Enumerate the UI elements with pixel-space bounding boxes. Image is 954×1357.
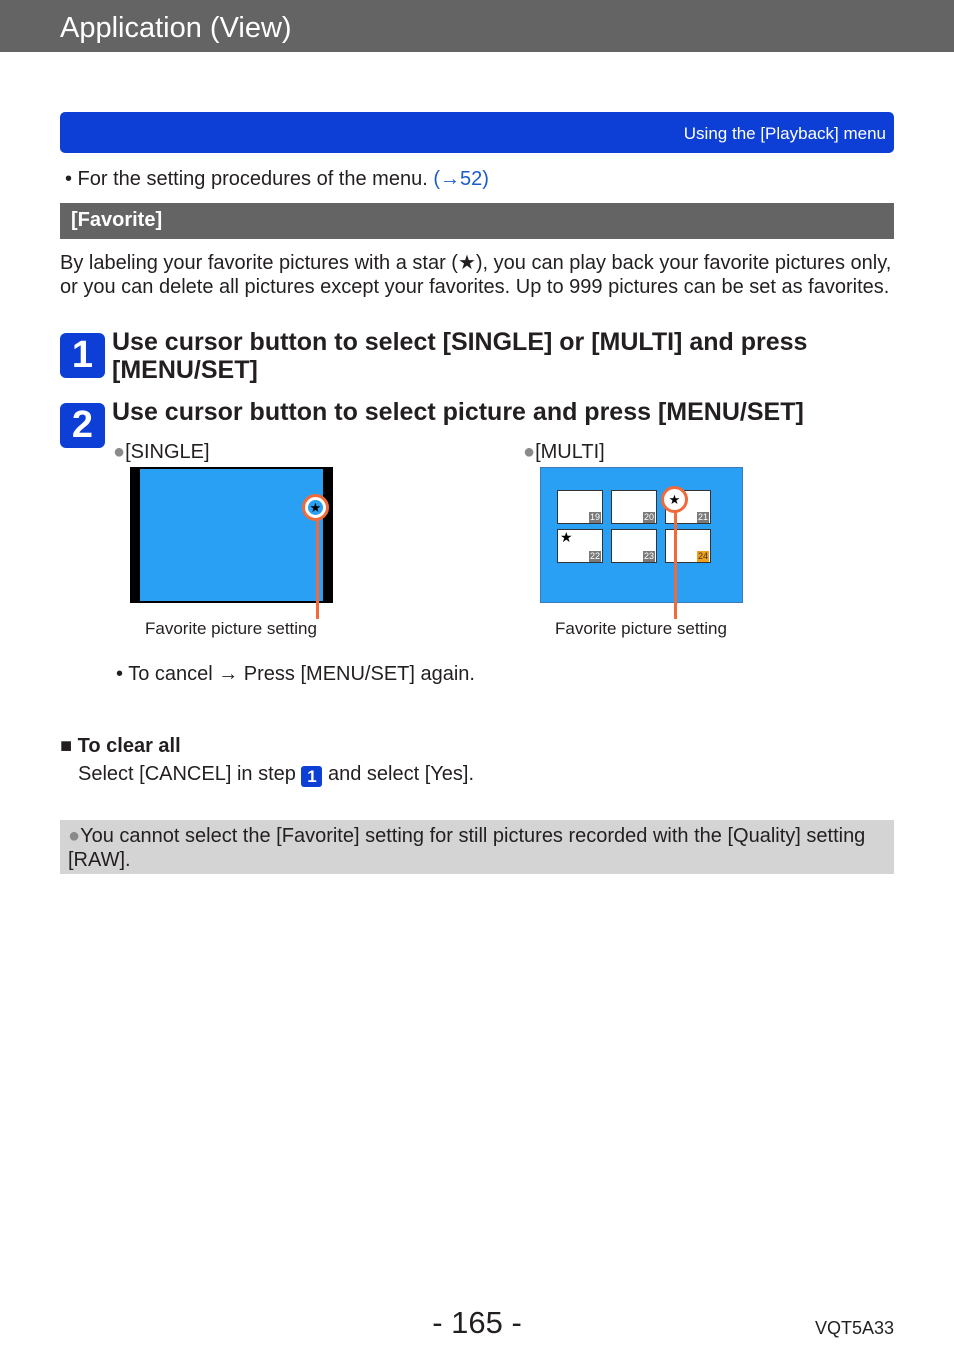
document-code: VQT5A33 (814, 1318, 894, 1338)
thumbnail (611, 490, 657, 524)
intro-text-end: ), you can play back your favorite pictures only, or you can delete all pictures except your favorites. Up to 999 pictures can be set as favorites. (60, 252, 892, 298)
note-text-block (68, 824, 868, 872)
single-option-label: [SINGLE] (125, 441, 210, 463)
thumbnail-number: 23 (643, 551, 654, 561)
single-callout-line (316, 519, 319, 619)
cancel-note: • To cancel → Press [MENU/SET] again. (116, 663, 475, 685)
section-title: [Favorite] (71, 209, 163, 231)
clear-all-heading: ■ To clear all (60, 735, 181, 757)
step-2-text: Use cursor button to select picture and press [MENU/SET] (112, 398, 804, 426)
menu-banner (60, 112, 894, 153)
note-box (60, 820, 894, 874)
thumbnail (557, 529, 603, 563)
bullet-icon: ● (113, 441, 126, 463)
step-2-badge: 2 (60, 403, 105, 448)
single-caption: Favorite picture setting (145, 619, 317, 638)
multi-caption: Favorite picture setting (555, 619, 727, 638)
page-number: - 165 - (432, 1305, 522, 1340)
star-icon: ★ (560, 529, 573, 545)
clear-all-text-start: Select [CANCEL] in step (78, 763, 302, 785)
single-playback-screen (130, 467, 333, 603)
single-option (113, 441, 210, 464)
page-reference-link[interactable]: (→52) (433, 168, 489, 190)
clear-all-text-end: and select [Yes]. (322, 763, 475, 785)
star-icon: ★ (309, 500, 322, 515)
thumbnail (557, 490, 603, 524)
multi-playback-screen (540, 467, 743, 603)
thumbnail-number: 21 (697, 512, 708, 522)
intro-paragraph (60, 252, 896, 299)
star-icon: ★ (668, 492, 681, 507)
single-picture (140, 469, 323, 601)
intro-text-start: By labeling your favorite pictures with a star ( (60, 252, 458, 274)
clear-all-instructions (78, 763, 474, 787)
menu-banner-label: Using the [Playback] menu (683, 124, 886, 143)
thumbnail (665, 529, 711, 563)
note-text: You cannot select the [Favorite] setting for still pictures recorded with the [Quality] setting [RAW]. (68, 825, 866, 871)
multi-favorite-marker (661, 486, 688, 513)
step-1-badge: 1 (60, 333, 105, 378)
thumbnail-number: 24 (697, 551, 708, 561)
thumbnail-number: 22 (589, 551, 600, 561)
star-icon: ★ (457, 252, 476, 274)
page-header-title: Application (View) (60, 12, 292, 44)
bullet-icon: ● (68, 825, 81, 847)
bullet-icon: ● (523, 441, 536, 463)
single-favorite-marker (302, 494, 329, 521)
section-header (60, 203, 894, 239)
multi-option (523, 441, 605, 464)
header-bar (0, 0, 954, 52)
thumbnail-number: 20 (643, 512, 654, 522)
thumbnail (611, 529, 657, 563)
thumbnail-number: 19 (589, 512, 600, 522)
setting-procedure-note (65, 168, 489, 191)
step-1-mini-badge: 1 (301, 766, 322, 787)
setting-procedure-text: • For the setting procedures of the menu. (65, 168, 434, 190)
multi-option-label: [MULTI] (535, 441, 605, 463)
multi-callout-line (674, 512, 677, 619)
step-1-text: Use cursor button to select [SINGLE] or [MULTI] and press [MENU/SET] (112, 328, 808, 384)
